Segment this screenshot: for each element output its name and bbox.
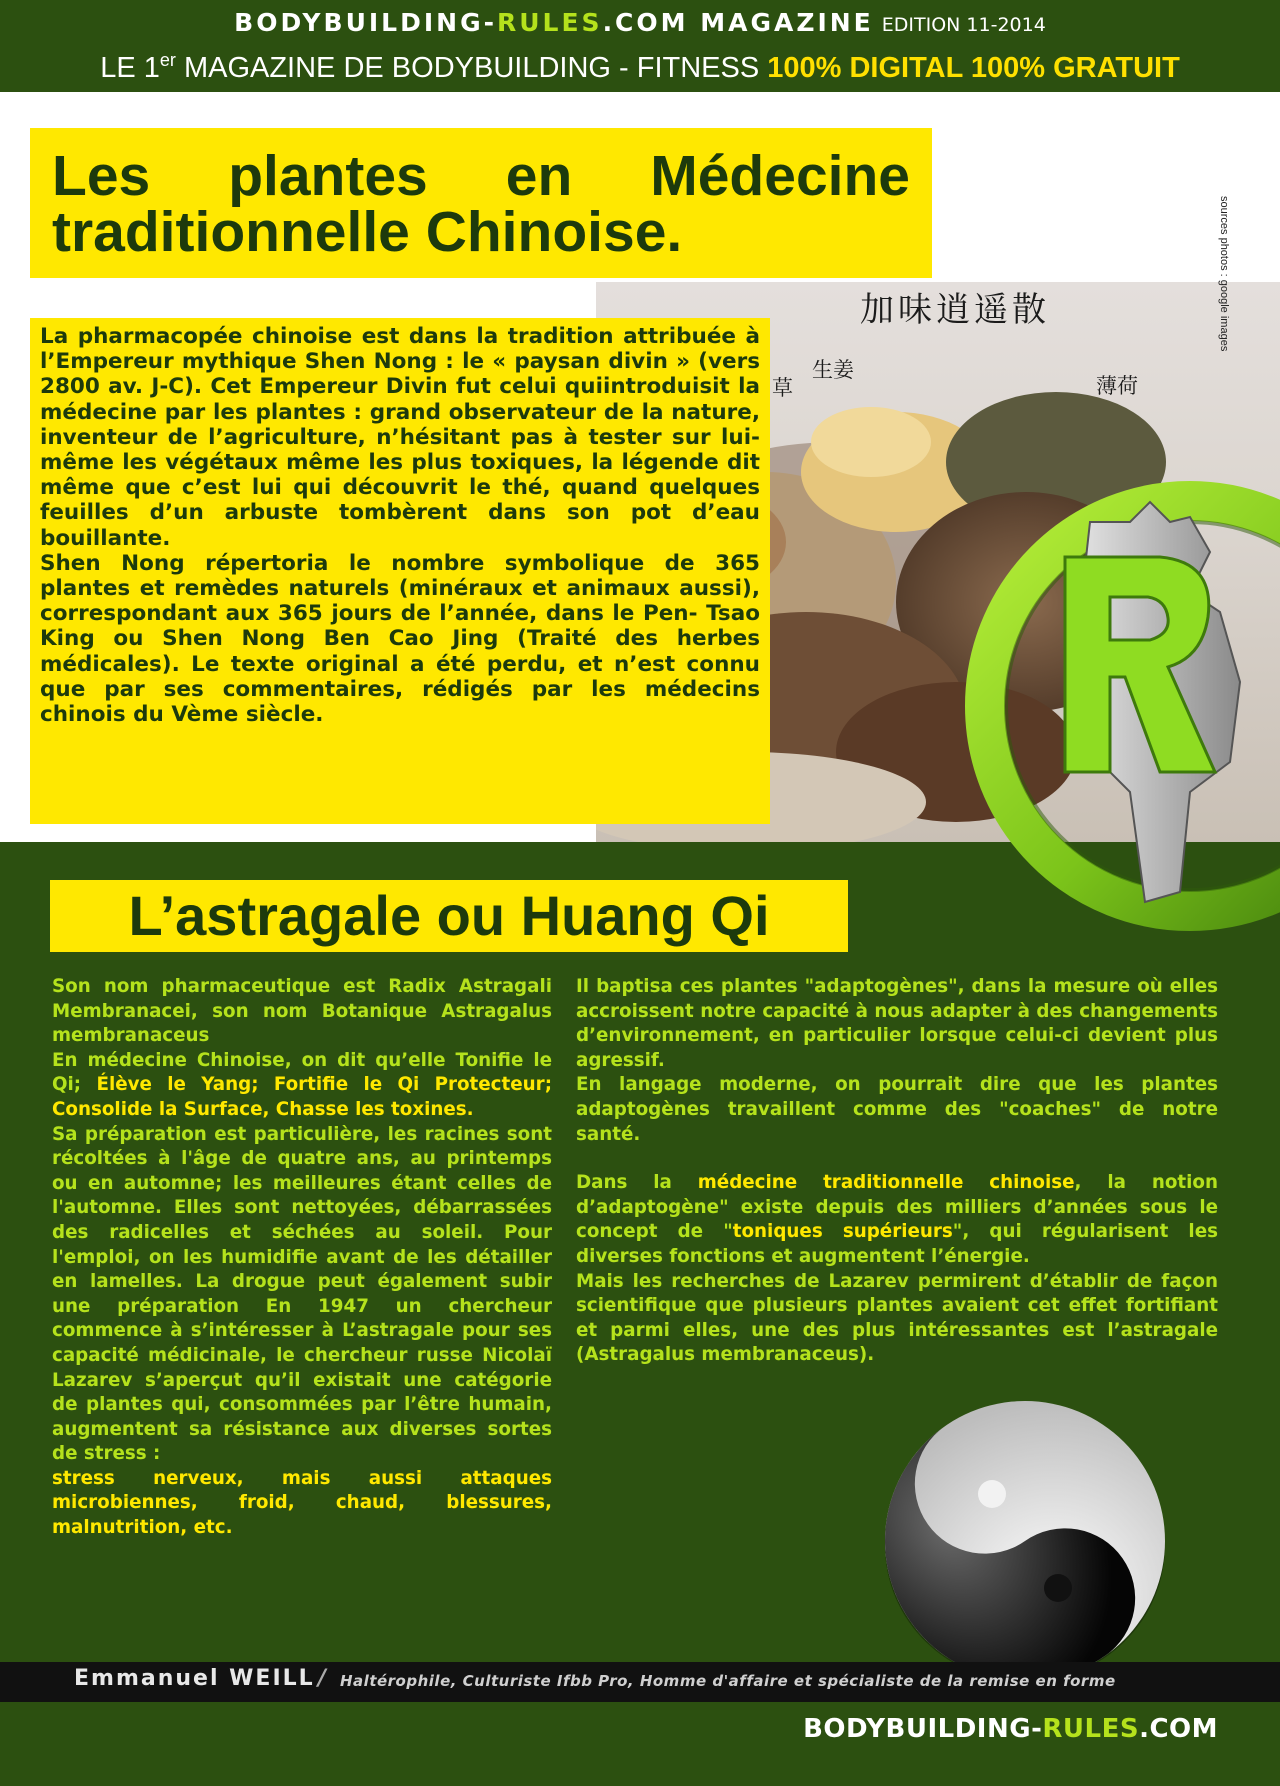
footer [0, 1702, 1280, 1786]
yin-yang-icon [880, 1396, 1170, 1686]
left-paragraph-4: stress nerveux, mais aussi attaques microbiennes, froid, chaud, blessures, malnutrition, etc. [52, 1467, 552, 1539]
bodybuilding-rules-logo-icon [940, 462, 1280, 944]
article-title-box [30, 128, 932, 278]
author-name: Emmanuel WEILL [74, 1666, 315, 1691]
right-paragraph-1: Il baptisa ces plantes "adaptogènes", dans la mesure où elles accroissent notre capacité à nous adapter à des changements d’environnement, en particulier lorsque celui-ci devient plus agressif. [576, 976, 1218, 1071]
left-paragraph-1: Son nom pharmaceutique est Radix Astragali Membranacei, son nom Botanique Astragalus membranaceus [52, 976, 552, 1047]
right-column [576, 975, 1218, 1368]
photo-caption-main: 加味逍遥散 [860, 290, 1050, 330]
left-paragraph-2: En médecine Chinoise, on dit qu’elle Tonifie le Qi; Élève le Yang; Fortifie le Qi Protecteur; Consolide la Surface, Chasse les toxines. [52, 1049, 553, 1120]
section-title: L’astragale ou Huang Qi [128, 884, 770, 947]
photo-label-herb: 草 [772, 376, 793, 400]
article-title: Les plantes en Médecine traditionnelle Chinoise. [52, 144, 910, 264]
intro-paragraph-1: La pharmacopée chinoise est dans la tradition attribuée à l’Empereur mythique Shen Nong : le « paysan divin » (vers 2800 av. J-C). Cet Empereur Divin fut celui quiintroduisit la médecine par les plantes : grand observateur de la nature, inventeur de l’agriculture, n’hésitant pas à tester sur lui-même les végétaux même les plus toxiques, la légende dit même que c’est lui qui découvrit le thé, quand quelques feuilles d’un arbuste tombèrent dans son pot d’eau bouillante. [40, 324, 760, 551]
photo-label-mint: 薄荷 [1096, 374, 1138, 398]
site-link[interactable]: BODYBUILDING-RULES.COM [803, 1714, 1218, 1744]
edition-label: EDITION 11-2014 [881, 14, 1046, 36]
intro-paragraph-2: Shen Nong répertoria le nombre symbolique de 365 plantes et remèdes naturels (minéraux et animaux aussi), correspondant aux 365 jours de l’année, dans le Pen- Tsao King ou Shen Nong Ben Cao Jing (Traité des herbes médicales). Le texte original a été perdu, et n’est connu que par ses commentaires, rédigés par les médecins chinois du Vème siècle. [40, 550, 760, 728]
right-paragraph-2: En langage moderne, on pourrait dire que les plantes adaptogènes travaillent comme des "coaches" de notre santé. [576, 1074, 1218, 1145]
right-paragraph-4: Mais les recherches de Lazarev permirent d’établir de façon scientifique que plusieurs plantes avaient cet effet fortifiant et parmi elles, une des plus intéressantes est l’astragale (Astragalus membranaceus). [576, 1270, 1218, 1366]
intro-box [30, 318, 770, 824]
author-role: Haltérophile, Culturiste Ifbb Pro, Homme d'affaire et spécialiste de la remise en forme [340, 1672, 1116, 1690]
author-strip [0, 1662, 1280, 1702]
photo-label-ginger: 生姜 [812, 358, 854, 382]
left-column [52, 975, 552, 1541]
section-title-box [50, 880, 848, 952]
author-separator: / [318, 1666, 327, 1691]
header-brand: BODYBUILDING-RULES.COM MAGAZINE EDITION 11-2014 [234, 8, 1046, 37]
header-tagline: LE 1er MAGAZINE DE BODYBUILDING - FITNESS 100% DIGITAL 100% GRATUIT [100, 50, 1180, 84]
left-paragraph-3: Sa préparation est particulière, les racines sont récoltées à l'âge de quatre ans, au printemps ou en automne; les meilleures étant celles de l'automne. Elles sont nettoyées, débarrassées des radicelles et séchées au soleil. Pour l'emploi, on les humidifie avant de les détailler en lamelles. La drogue peut également subir une préparation En 1947 un chercheur commence à s’intéresser à L’astragale pour ses capacité médicinale, le chercheur russe Nicolaï Lazarev s’aperçut qu’il existait une catégorie de plantes qui, consommées par l’être humain, augmentent sa résistance aux diverses sortes de stress : [52, 1123, 552, 1465]
right-paragraph-3: Dans la médecine traditionnelle chinoise, la notion d’adaptogène" existe depuis des milliers d’années sous le concept de "toniques supérieurs", qui régularisent les diverses fonctions et augmentent l’énergie. [576, 1172, 1218, 1267]
tagline-highlight: 100% DIGITAL 100% GRATUIT [767, 52, 1180, 84]
photo-credit: sources photos : google images [1218, 196, 1230, 352]
magazine-header [0, 0, 1280, 92]
